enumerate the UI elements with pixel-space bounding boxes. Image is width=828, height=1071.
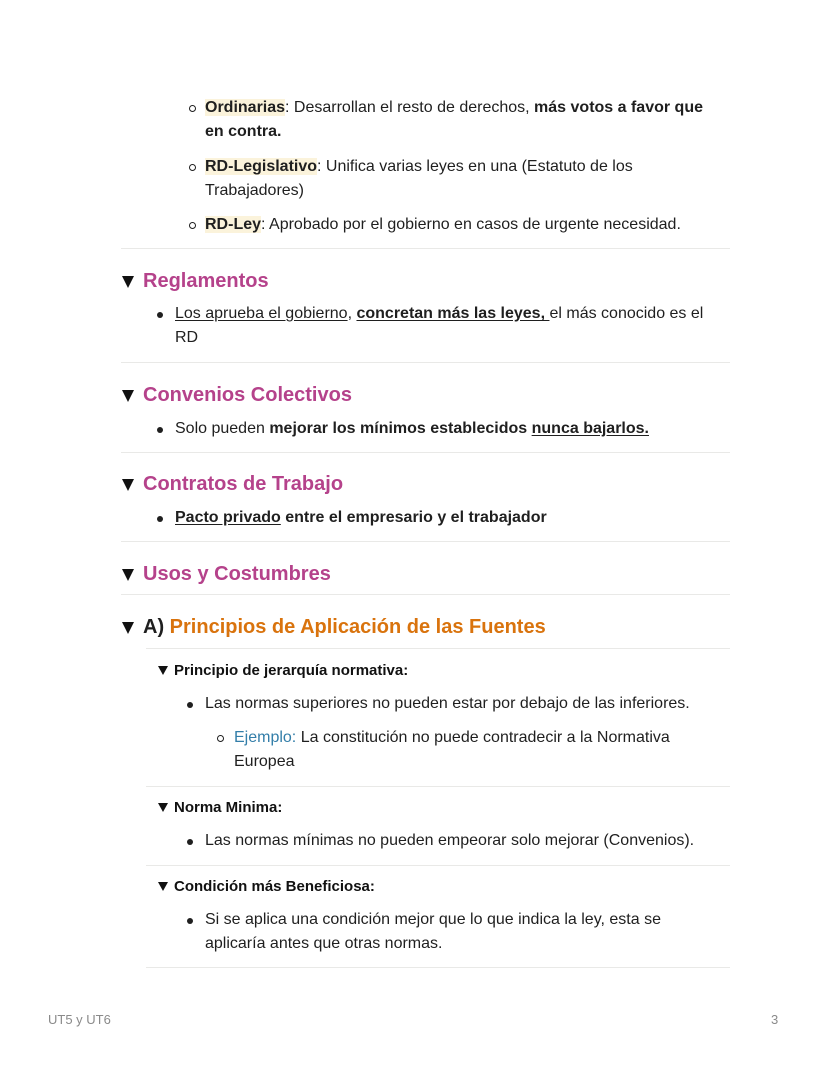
list-item-contratos: Pacto privado entre el empresario y el trabajador	[175, 509, 547, 526]
hollow-bullet-icon	[189, 164, 196, 171]
section-heading-usos[interactable]: Usos y Costumbres	[143, 563, 331, 585]
divider	[146, 865, 730, 866]
list-item-ordinarias: Ordinarias: Desarrollan el resto de derechos, más votos a favor que en contra.	[205, 99, 703, 140]
term-highlight: RD-Legislativo	[205, 158, 318, 175]
section-heading-principios[interactable]: A) Principios de Aplicación de las Fuentes	[143, 616, 546, 638]
toggle-triangle-icon[interactable]	[158, 882, 168, 891]
term-highlight: RD-Ley	[205, 216, 262, 233]
toggle-triangle-icon[interactable]	[122, 276, 134, 288]
footer-title: UT5 y UT6	[48, 1012, 111, 1027]
subheading-beneficiosa[interactable]: Condición más Beneficiosa:	[174, 878, 375, 895]
page-number: 3	[771, 1012, 779, 1027]
section-heading-contratos[interactable]: Contratos de Trabajo	[143, 473, 344, 495]
bullet-icon	[157, 312, 163, 318]
toggle-triangle-icon[interactable]	[122, 569, 134, 581]
bullet-icon	[187, 918, 193, 924]
list-item-jerarquia: Las normas superiores no pueden estar por debajo de las inferiores.	[205, 695, 690, 712]
divider	[146, 648, 730, 649]
hollow-bullet-icon	[189, 222, 196, 229]
divider	[121, 594, 730, 595]
list-item-minima: Las normas mínimas no pueden empeorar solo mejorar (Convenios).	[205, 832, 695, 849]
list-item-convenios: Solo pueden mejorar los mínimos establecidos nunca bajarlos.	[175, 420, 649, 437]
toggle-triangle-icon[interactable]	[158, 666, 168, 675]
term-highlight: Ordinarias	[205, 99, 286, 116]
subheading-norma-minima[interactable]: Norma Minima:	[174, 799, 283, 816]
divider	[121, 541, 730, 542]
bullet-icon	[157, 427, 163, 433]
section-heading-reglamentos[interactable]: Reglamentos	[143, 270, 269, 292]
divider	[146, 967, 730, 968]
toggle-triangle-icon[interactable]	[122, 479, 134, 491]
list-item-rd-ley: RD-Ley: Aprobado por el gobierno en casos de urgente necesidad.	[205, 216, 681, 233]
divider	[146, 786, 730, 787]
bullet-icon	[187, 839, 193, 845]
list-item-ejemplo: Ejemplo: La constitución no puede contradecir a la Normativa Europea	[234, 729, 670, 770]
bullet-icon	[157, 516, 163, 522]
toggle-triangle-icon[interactable]	[158, 803, 168, 812]
section-heading-convenios[interactable]: Convenios Colectivos	[143, 384, 352, 406]
divider	[121, 248, 730, 249]
list-item-reglamentos: Los aprueba el gobierno, concretan más las leyes, el más conocido es el RD	[175, 305, 704, 346]
bullet-icon	[187, 702, 193, 708]
list-item-rd-legislativo: RD-Legislativo: Unifica varias leyes en una (Estatuto de los Trabajadores)	[205, 158, 633, 199]
divider	[121, 452, 730, 453]
hollow-bullet-icon	[217, 735, 224, 742]
toggle-triangle-icon[interactable]	[122, 390, 134, 402]
subheading-jerarquia[interactable]: Principio de jerarquía normativa:	[174, 662, 409, 679]
toggle-triangle-icon[interactable]	[122, 622, 134, 634]
divider	[121, 362, 730, 363]
hollow-bullet-icon	[189, 105, 196, 112]
list-item-beneficiosa: Si se aplica una condición mejor que lo que indica la ley, esta se aplicaría antes que otras normas.	[205, 911, 661, 952]
